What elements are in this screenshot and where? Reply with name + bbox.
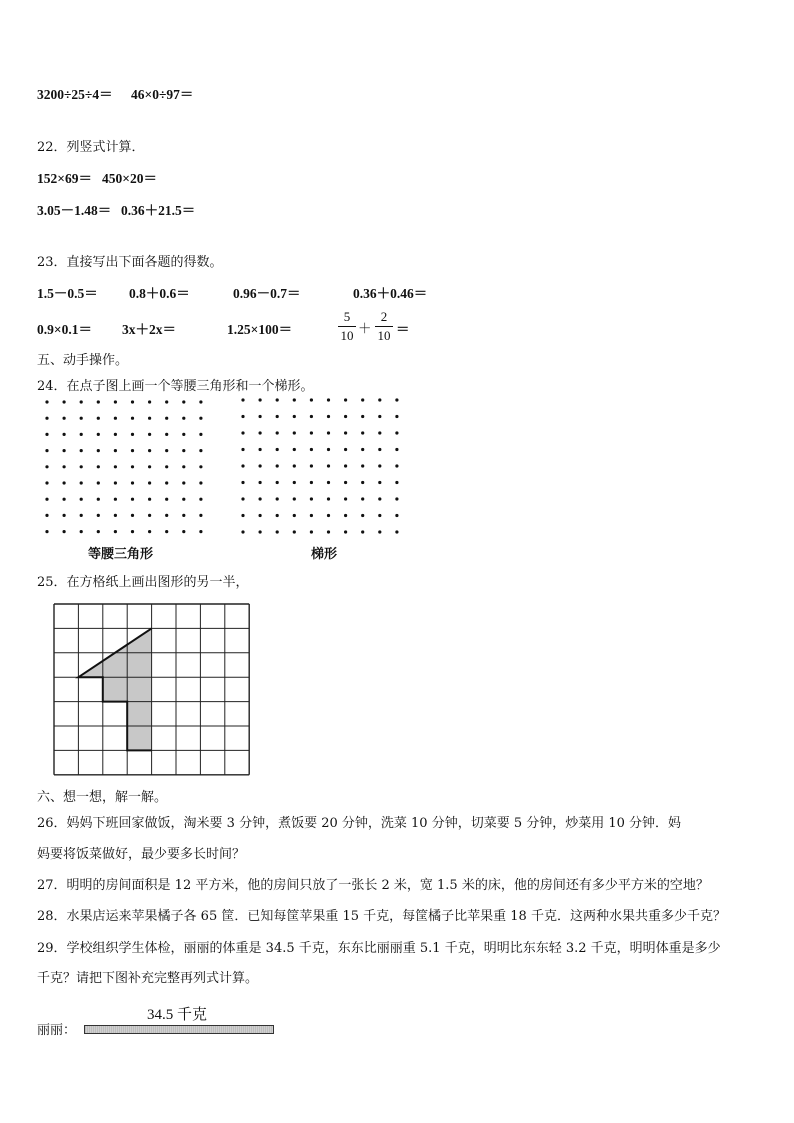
grid-dot[interactable]: [45, 498, 48, 501]
bar-value-label: 34.5 千克: [147, 1007, 208, 1023]
grid-dot[interactable]: [165, 433, 168, 436]
grid-dot[interactable]: [310, 481, 313, 484]
grid-dot[interactable]: [344, 448, 347, 451]
grid-dot[interactable]: [310, 448, 313, 451]
grid-dot[interactable]: [97, 400, 100, 403]
grid-dot[interactable]: [182, 400, 185, 403]
grid-dot[interactable]: [395, 398, 398, 401]
grid-dot[interactable]: [131, 514, 134, 517]
grid-dot[interactable]: [199, 449, 202, 452]
grid-dot[interactable]: [395, 497, 398, 500]
grid-dot[interactable]: [310, 415, 313, 418]
grid-dot[interactable]: [327, 431, 330, 434]
grid-dot[interactable]: [182, 417, 185, 420]
grid-dot[interactable]: [131, 449, 134, 452]
grid-dot[interactable]: [63, 433, 66, 436]
grid-dot[interactable]: [131, 465, 134, 468]
grid-dot[interactable]: [148, 449, 151, 452]
grid-dot[interactable]: [97, 417, 100, 420]
grid-dot[interactable]: [276, 464, 279, 467]
grid-dot[interactable]: [259, 448, 262, 451]
q22-title: 22．列竖式计算．: [37, 140, 145, 155]
q28-text: 28．水果店运来苹果橘子各 65 筐．已知每筐苹果重 15 千克，每筐橘子比苹果重 18 千克．这两种水果共重多少千克？: [37, 909, 726, 924]
grid-dot[interactable]: [45, 449, 48, 452]
grid-dot[interactable]: [327, 481, 330, 484]
grid-dot[interactable]: [395, 514, 398, 517]
grid-dot[interactable]: [80, 433, 83, 436]
grid-dot[interactable]: [276, 398, 279, 401]
equals-sign: ＝: [396, 322, 410, 337]
grid-dot[interactable]: [199, 417, 202, 420]
q23-calc-3: 0.96－0.7＝: [233, 286, 301, 301]
grid-dot[interactable]: [45, 400, 48, 403]
grid-dot[interactable]: [361, 530, 364, 533]
grid-dot[interactable]: [361, 448, 364, 451]
label-trapezoid: 梯形: [311, 547, 338, 562]
grid-dot[interactable]: [395, 481, 398, 484]
grid-dot[interactable]: [241, 530, 244, 533]
grid-dot[interactable]: [165, 530, 168, 533]
q23-calc-4: 0.36＋0.46＝: [353, 286, 428, 301]
grid-dot[interactable]: [259, 497, 262, 500]
grid-dot[interactable]: [395, 448, 398, 451]
grid-dot[interactable]: [114, 530, 117, 533]
grid-dot[interactable]: [344, 431, 347, 434]
grid-dot[interactable]: [241, 398, 244, 401]
grid-dot[interactable]: [182, 449, 185, 452]
grid-dot[interactable]: [114, 514, 117, 517]
grid-dot[interactable]: [259, 514, 262, 517]
grid-dot[interactable]: [378, 497, 381, 500]
q27-text: 27．明明的房间面积是 12 平方米，他的房间只放了一张长 2 米，宽 1.5 米的床，他的房间还有多少平方米的空地？: [37, 878, 709, 893]
grid-dot[interactable]: [97, 465, 100, 468]
grid-dot[interactable]: [241, 448, 244, 451]
grid-dot[interactable]: [378, 481, 381, 484]
grid-dot[interactable]: [199, 498, 202, 501]
grid-dot[interactable]: [199, 530, 202, 533]
fraction-2-10: 2 10: [375, 309, 393, 344]
grid-dot[interactable]: [182, 498, 185, 501]
q23-calc-7: 1.25×100＝: [227, 322, 293, 337]
grid-dot[interactable]: [395, 431, 398, 434]
grid-dot[interactable]: [293, 431, 296, 434]
grid-dot[interactable]: [182, 481, 185, 484]
q22-calc-4: 0.36＋21.5＝: [121, 203, 196, 218]
grid-dot[interactable]: [97, 449, 100, 452]
grid-dot[interactable]: [361, 431, 364, 434]
grid-dot[interactable]: [259, 431, 262, 434]
calc-46: 46×0÷97＝: [131, 87, 194, 102]
grid-dot[interactable]: [80, 417, 83, 420]
grid-dot[interactable]: [344, 481, 347, 484]
grid-dot[interactable]: [80, 514, 83, 517]
grid-dot[interactable]: [80, 400, 83, 403]
grid-dot[interactable]: [148, 498, 151, 501]
grid-dot[interactable]: [310, 398, 313, 401]
grid-dot[interactable]: [327, 497, 330, 500]
grid-dot[interactable]: [259, 481, 262, 484]
grid-dot[interactable]: [199, 481, 202, 484]
q25-title: 25．在方格纸上画出图形的另一半，: [37, 575, 249, 590]
grid-dot[interactable]: [199, 465, 202, 468]
q26-line-1: 26．妈妈下班回家做饭，淘米要 3 分钟，煮饭要 20 分钟，洗菜 10 分钟，切菜要 5 分钟，炒菜用 10 分钟．妈: [37, 816, 682, 831]
grid-dot[interactable]: [310, 464, 313, 467]
grid-dot[interactable]: [310, 497, 313, 500]
grid-dot[interactable]: [293, 497, 296, 500]
grid-dot[interactable]: [293, 514, 296, 517]
section-6-heading: 六、想一想，解一解。: [37, 790, 168, 805]
q26-line-2: 妈要将饭菜做好，最少要多长时间？: [37, 847, 246, 862]
grid-dot[interactable]: [114, 417, 117, 420]
grid-dot[interactable]: [97, 433, 100, 436]
grid-dot[interactable]: [327, 514, 330, 517]
grid-dot[interactable]: [131, 433, 134, 436]
grid-dot[interactable]: [259, 415, 262, 418]
grid-dot[interactable]: [344, 415, 347, 418]
grid-dot[interactable]: [45, 530, 48, 533]
q24-title: 24．在点子图上画一个等腰三角形和一个梯形。: [37, 379, 314, 394]
grid-dot[interactable]: [395, 415, 398, 418]
grid-dot[interactable]: [327, 464, 330, 467]
grid-dot[interactable]: [131, 530, 134, 533]
grid-dot[interactable]: [97, 498, 100, 501]
grid-dot[interactable]: [276, 448, 279, 451]
grid-dot[interactable]: [97, 481, 100, 484]
grid-dot[interactable]: [344, 464, 347, 467]
grid-dot[interactable]: [165, 498, 168, 501]
grid-dot[interactable]: [378, 448, 381, 451]
grid-dot[interactable]: [199, 400, 202, 403]
grid-dot[interactable]: [63, 530, 66, 533]
grid-dot[interactable]: [165, 400, 168, 403]
grid-dot[interactable]: [259, 398, 262, 401]
grid-dot[interactable]: [293, 481, 296, 484]
grid-dot[interactable]: [148, 465, 151, 468]
grid-dot[interactable]: [97, 514, 100, 517]
grid-dot[interactable]: [378, 514, 381, 517]
grid-dot[interactable]: [241, 481, 244, 484]
grid-dot[interactable]: [378, 415, 381, 418]
grid-dot[interactable]: [293, 448, 296, 451]
q23-calc-2: 0.8＋0.6＝: [129, 286, 190, 301]
grid-dot[interactable]: [199, 433, 202, 436]
grid-dot[interactable]: [114, 481, 117, 484]
lili-weight-bar: [84, 1025, 274, 1034]
grid-dot[interactable]: [276, 514, 279, 517]
grid-dot[interactable]: [310, 530, 313, 533]
grid-dot[interactable]: [80, 530, 83, 533]
grid-dot[interactable]: [310, 514, 313, 517]
dot-grid-triangle[interactable]: [44, 399, 209, 534]
plus-sign: ＋: [358, 321, 372, 336]
grid-dot[interactable]: [241, 464, 244, 467]
grid-dot[interactable]: [293, 530, 296, 533]
grid-dot[interactable]: [45, 417, 48, 420]
grid-dot[interactable]: [165, 449, 168, 452]
q23-calc-1: 1.5－0.5＝: [37, 286, 98, 301]
grid-dot[interactable]: [131, 417, 134, 420]
grid-dot[interactable]: [80, 449, 83, 452]
grid-dot[interactable]: [361, 497, 364, 500]
grid-dot[interactable]: [182, 433, 185, 436]
grid-dot[interactable]: [361, 398, 364, 401]
lili-label: 丽丽：: [37, 1023, 77, 1038]
grid-dot[interactable]: [378, 431, 381, 434]
q22-calc-1: 152×69＝: [37, 171, 92, 186]
grid-dot[interactable]: [148, 400, 151, 403]
grid-dot[interactable]: [148, 514, 151, 517]
grid-dot[interactable]: [241, 514, 244, 517]
grid-dot[interactable]: [327, 448, 330, 451]
grid-dot[interactable]: [293, 415, 296, 418]
grid-dot[interactable]: [114, 465, 117, 468]
grid-dot[interactable]: [241, 431, 244, 434]
grid-dot[interactable]: [327, 530, 330, 533]
grid-dot[interactable]: [344, 398, 347, 401]
grid-dot[interactable]: [344, 497, 347, 500]
section-5-heading: 五、动手操作。: [37, 353, 129, 368]
grid-dot[interactable]: [63, 498, 66, 501]
q23-calc-5: 0.9×0.1＝: [37, 322, 92, 337]
grid-dot[interactable]: [63, 400, 66, 403]
grid-dot[interactable]: [182, 514, 185, 517]
grid-dot[interactable]: [259, 530, 262, 533]
grid-dot[interactable]: [165, 465, 168, 468]
grid-dot[interactable]: [327, 415, 330, 418]
grid-dot[interactable]: [114, 433, 117, 436]
grid-dot[interactable]: [276, 415, 279, 418]
calc-3200: 3200÷25÷4＝: [37, 87, 113, 102]
grid-dot[interactable]: [63, 514, 66, 517]
grid-dot[interactable]: [241, 497, 244, 500]
grid-dot[interactable]: [114, 400, 117, 403]
grid-dot[interactable]: [80, 481, 83, 484]
grid-dot[interactable]: [182, 465, 185, 468]
grid-dot[interactable]: [378, 464, 381, 467]
label-isosceles-triangle: 等腰三角形: [88, 547, 154, 562]
grid-dot[interactable]: [378, 398, 381, 401]
square-grid-paper[interactable]: [53, 603, 251, 768]
grid-dot[interactable]: [131, 481, 134, 484]
grid-dot[interactable]: [276, 530, 279, 533]
q23-calc-6: 3x＋2x＝: [122, 322, 176, 337]
q22-calc-3: 3.05－1.48＝: [37, 203, 112, 218]
grid-dot[interactable]: [131, 498, 134, 501]
grid-dot[interactable]: [276, 481, 279, 484]
fraction-5-10: 5 10: [338, 309, 356, 344]
grid-dot[interactable]: [395, 530, 398, 533]
grid-dot[interactable]: [378, 530, 381, 533]
grid-dot[interactable]: [45, 465, 48, 468]
grid-dot[interactable]: [241, 415, 244, 418]
grid-dot[interactable]: [395, 464, 398, 467]
q22-calc-2: 450×20＝: [102, 171, 157, 186]
grid-dot[interactable]: [63, 465, 66, 468]
grid-dot[interactable]: [45, 433, 48, 436]
grid-dot[interactable]: [344, 514, 347, 517]
grid-dot[interactable]: [63, 449, 66, 452]
grid-dot[interactable]: [182, 530, 185, 533]
grid-dot[interactable]: [344, 530, 347, 533]
grid-dot[interactable]: [293, 464, 296, 467]
grid-dot[interactable]: [276, 497, 279, 500]
grid-dot[interactable]: [148, 481, 151, 484]
half-shape: [78, 628, 151, 750]
grid-dot[interactable]: [63, 481, 66, 484]
grid-dot[interactable]: [80, 498, 83, 501]
grid-dot[interactable]: [165, 417, 168, 420]
grid-dot[interactable]: [327, 398, 330, 401]
grid-dot[interactable]: [361, 481, 364, 484]
grid-dot[interactable]: [148, 530, 151, 533]
grid-dot[interactable]: [310, 431, 313, 434]
q23-title: 23．直接写出下面各题的得数。: [37, 255, 223, 270]
grid-dot[interactable]: [114, 498, 117, 501]
grid-dot[interactable]: [97, 530, 100, 533]
grid-dot[interactable]: [199, 514, 202, 517]
grid-dot[interactable]: [276, 431, 279, 434]
grid-dot[interactable]: [259, 464, 262, 467]
grid-dot[interactable]: [361, 464, 364, 467]
grid-dot[interactable]: [131, 400, 134, 403]
grid-dot[interactable]: [361, 514, 364, 517]
grid-dot[interactable]: [80, 465, 83, 468]
grid-dot[interactable]: [148, 417, 151, 420]
grid-dot[interactable]: [148, 433, 151, 436]
grid-dot[interactable]: [361, 415, 364, 418]
grid-dot[interactable]: [45, 481, 48, 484]
grid-dot[interactable]: [165, 514, 168, 517]
q29-line-1: 29．学校组织学生体检，丽丽的体重是 34.5 千克，东东比丽丽重 5.1 千克，明明比东东轻 3.2 千克，明明体重是多少: [37, 941, 721, 956]
grid-dot[interactable]: [165, 481, 168, 484]
grid-dot[interactable]: [293, 398, 296, 401]
grid-dot[interactable]: [114, 449, 117, 452]
q29-line-2: 千克？请把下图补充完整再列式计算。: [37, 971, 259, 986]
grid-dot[interactable]: [45, 514, 48, 517]
dot-grid-trapezoid[interactable]: [240, 397, 400, 535]
grid-dot[interactable]: [63, 417, 66, 420]
